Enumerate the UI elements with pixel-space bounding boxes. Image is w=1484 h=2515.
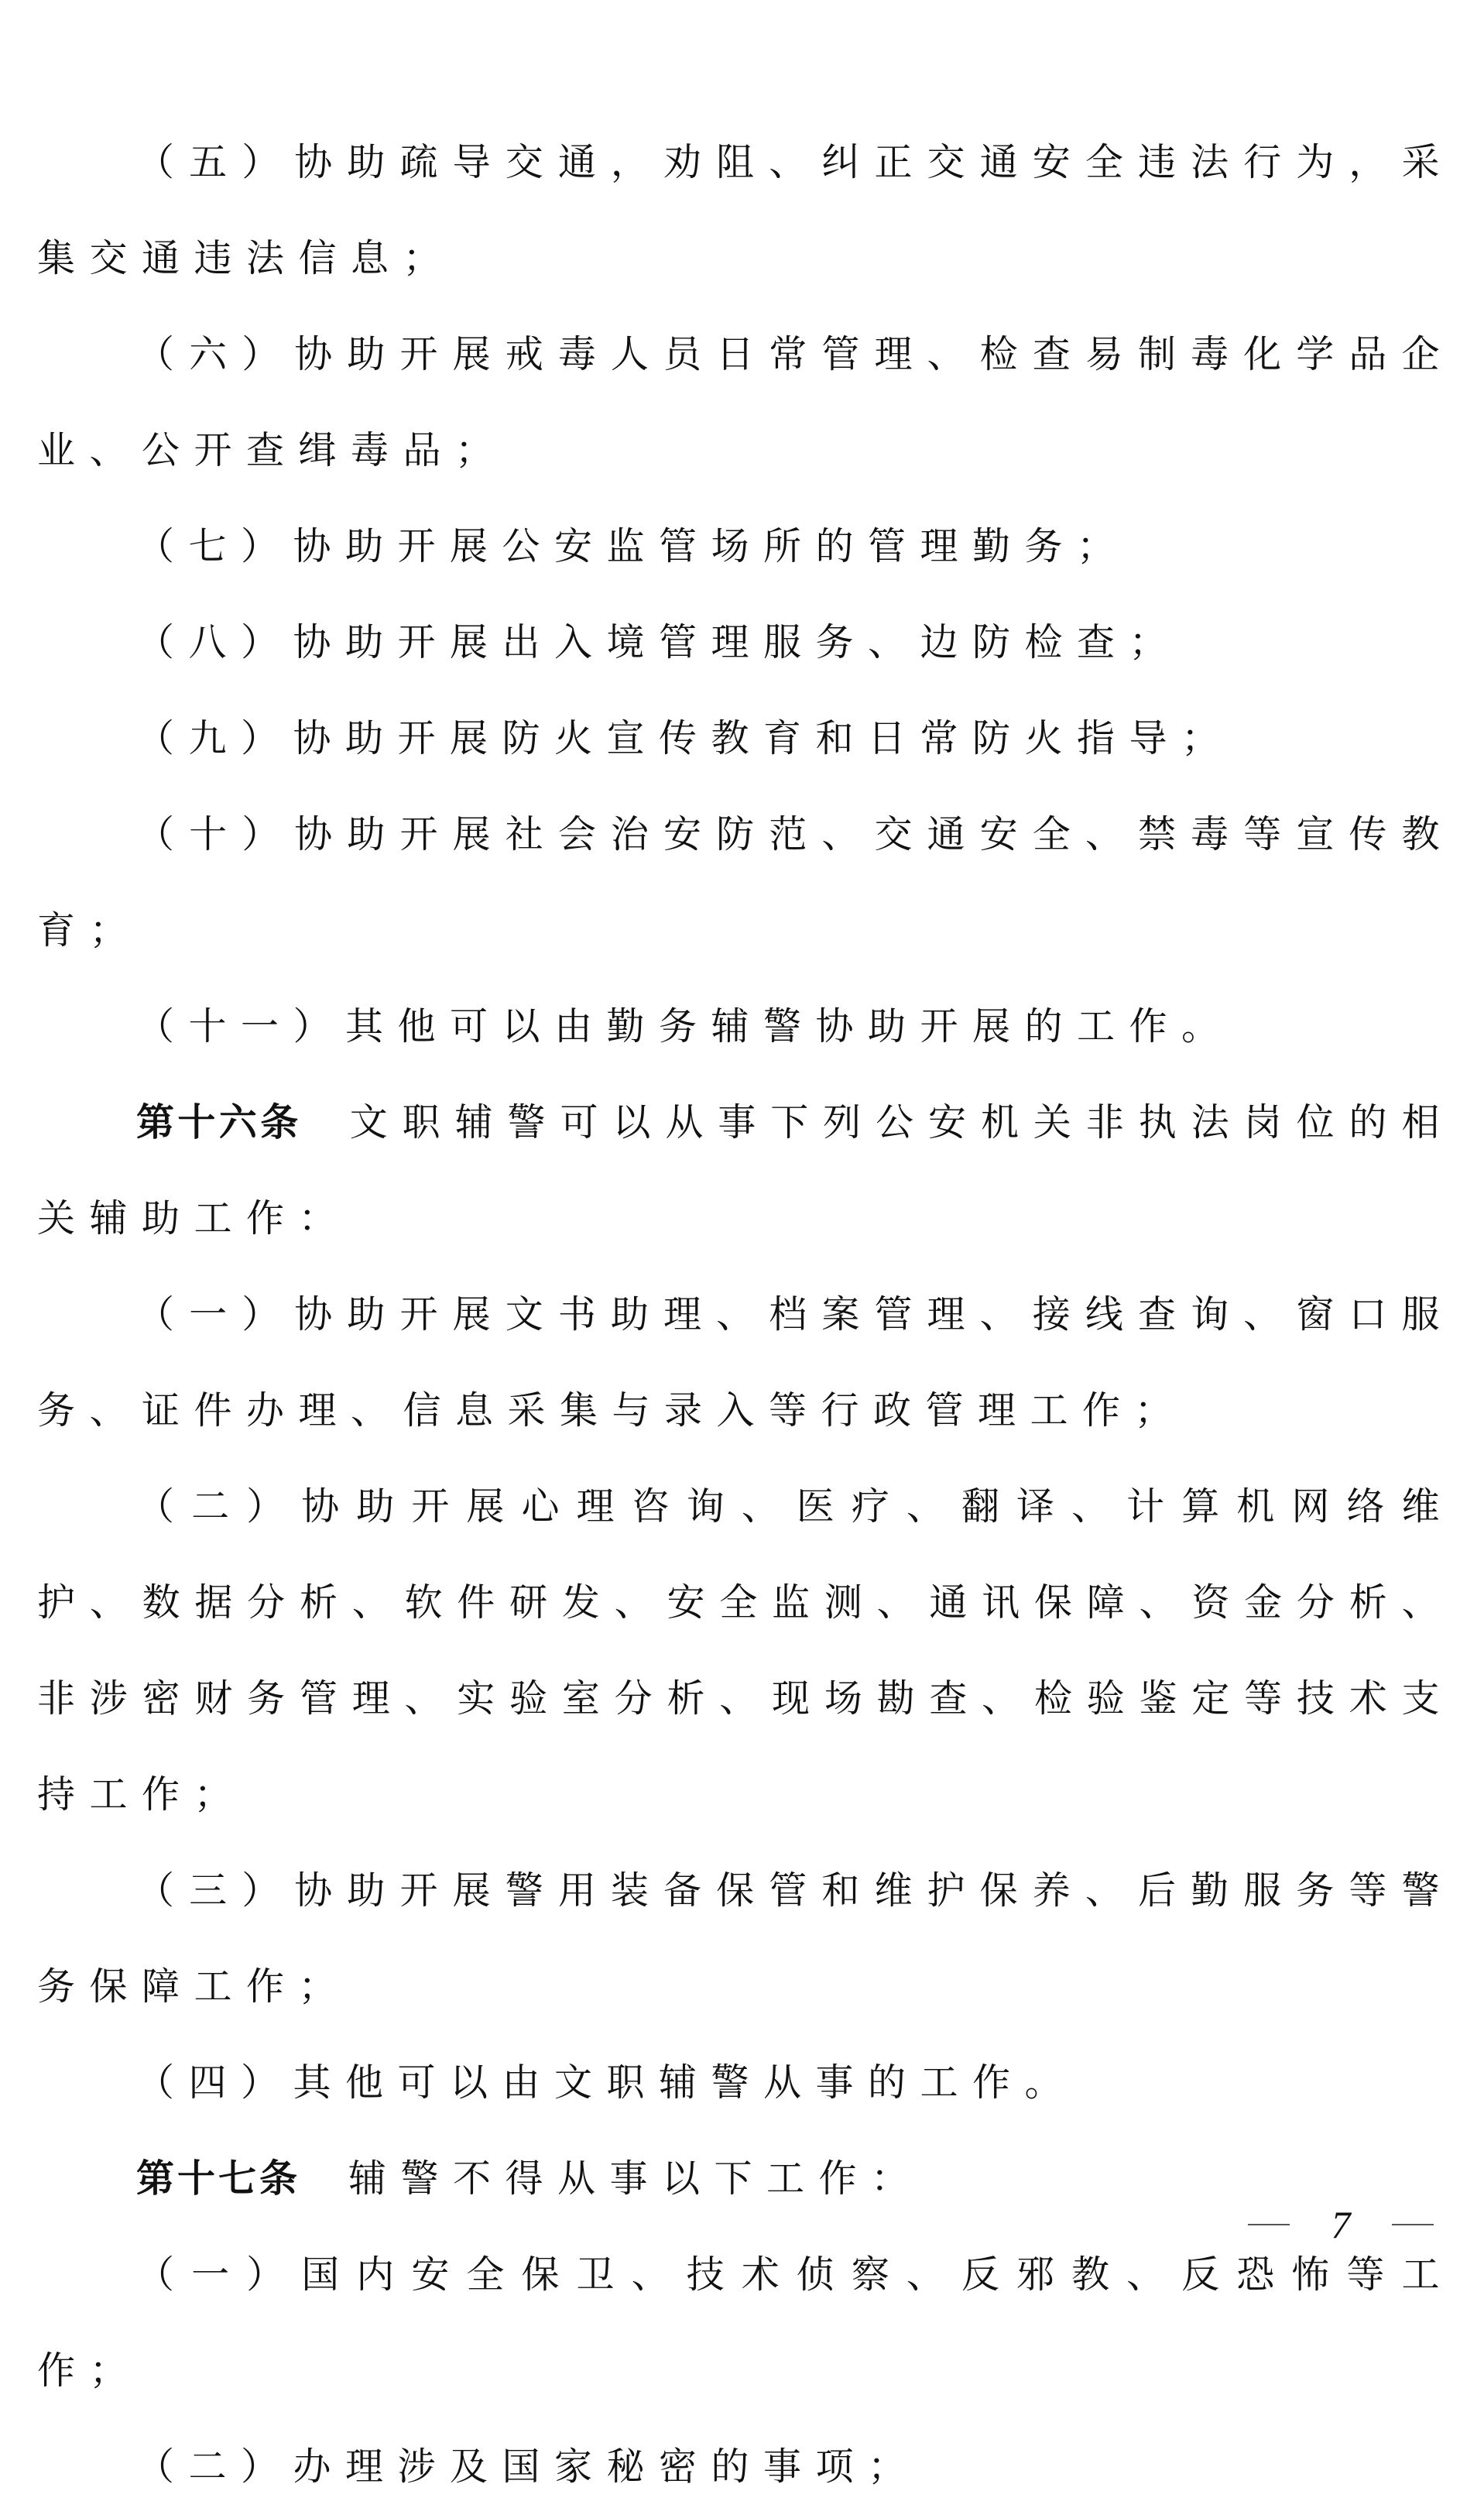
paragraph-a16-item-2 [37,1459,1454,1843]
paragraph-article-17 [37,2131,1454,2227]
paragraph-article-16 [37,1075,1454,1267]
paragraph-a16-item-4 [37,2035,1454,2131]
paragraph-text: （十）协助开展社会治安防范、交通安全、禁毒等宣传教育； [37,812,1454,952]
paragraph-text: （六）协助开展戒毒人员日常管理、检查易制毒化学品企业、公开查缉毒品； [37,332,1454,472]
paragraph-item-7-custody [37,499,1454,595]
paragraph-a16-item-1 [37,1267,1454,1459]
page-number-value: 7 [1331,2203,1351,2246]
paragraph-text: （八）协助开展出入境管理服务、边防检查； [136,620,1182,664]
paragraph-text: （一）协助开展文书助理、档案管理、接线查询、窗口服务、证件办理、信息采集与录入等行政管理工作； [37,1292,1454,1432]
paragraph-text: （七）协助开展公安监管场所的管理勤务； [136,524,1129,568]
paragraph-text: （四）其他可以由文职辅警从事的工作。 [136,2060,1078,2105]
paragraph-item-8-border [37,595,1454,691]
paragraph-text: （三）协助开展警用装备保管和维护保养、后勤服务等警务保障工作； [37,1868,1454,2009]
paragraph-text: （十一）其他可以由勤务辅警协助开展的工作。 [136,1004,1234,1048]
paragraph-text: （二）协助开展心理咨询、医疗、翻译、计算机网络维护、数据分析、软件研发、安全监测、通讯保障、资金分析、非涉密财务管理、实验室分析、现场勘查、检验鉴定等技术支持工作； [37,1484,1454,1817]
paragraph-text: （九）协助开展防火宣传教育和日常防火指导； [136,716,1234,760]
document-page [37,115,1454,2515]
paragraph-a17-item-2 [37,2419,1454,2515]
paragraph-item-6-drugs [37,307,1454,499]
paragraph-item-9-fire [37,691,1454,787]
page-number-dash-left [1248,2224,1290,2225]
paragraph-text: （一）国内安全保卫、技术侦察、反邪教、反恐怖等工作； [37,2253,1454,2393]
paragraph-text: （五）协助疏导交通，劝阻、纠正交通安全违法行为，采集交通违法信息； [37,140,1454,280]
paragraph-text: 文职辅警可以从事下列公安机关非执法岗位的相关辅助工作： [37,1100,1454,1240]
paragraph-item-5-traffic [37,115,1454,307]
page-number [1248,2198,1434,2252]
paragraph-text: （二）办理涉及国家秘密的事项； [136,2445,920,2489]
paragraph-text: 辅警不得从事以下工作： [348,2156,924,2201]
page-number-dash-right [1392,2224,1434,2225]
paragraph-a17-item-1 [37,2227,1454,2419]
paragraph-a16-item-3 [37,1843,1454,2035]
article-number: 第十七条 [136,2156,301,2201]
article-number: 第十六条 [136,1100,302,1144]
paragraph-item-10-publicity [37,787,1454,979]
paragraph-item-11-other-duty [37,979,1454,1075]
